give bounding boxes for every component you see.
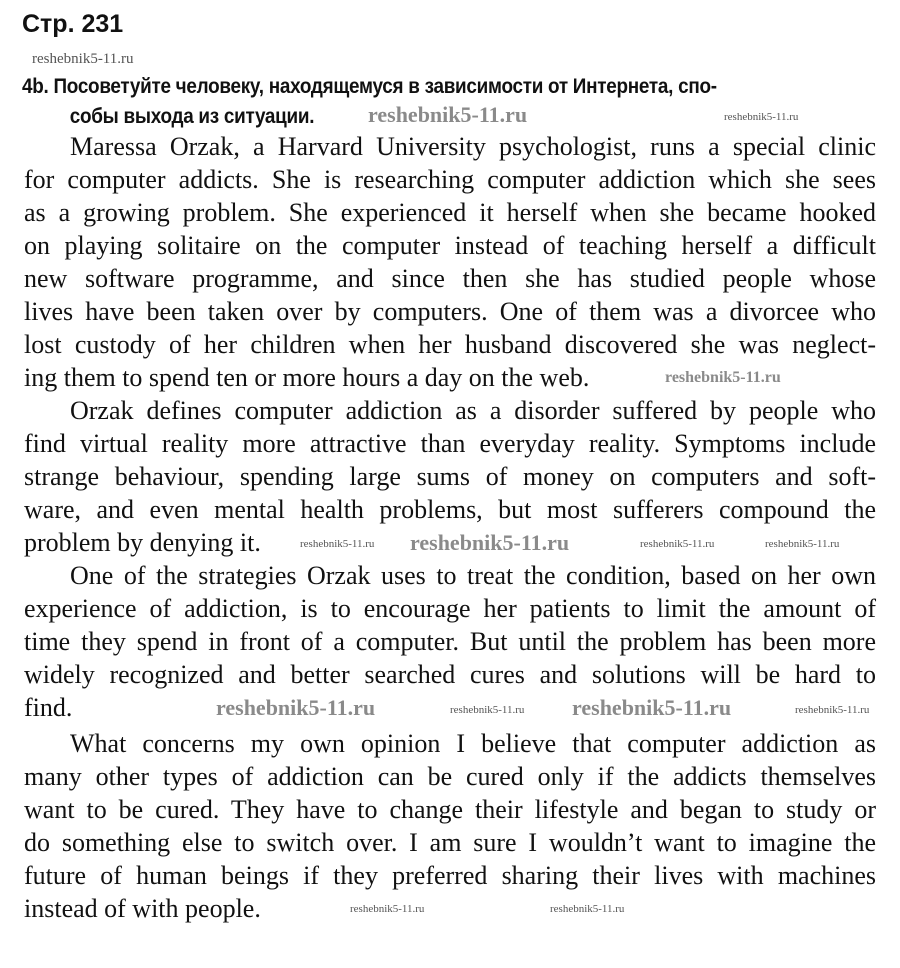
- text-line: One of the strategies Orzak uses to treat the condition, based on her own: [70, 561, 876, 590]
- text-line: on playing solitaire on the computer instead of teaching herself a difficult: [24, 231, 876, 260]
- text-line: Orzak defines computer addiction as a disorder suffered by people who: [70, 396, 876, 425]
- paragraph: [24, 559, 876, 724]
- text-line: strange behaviour, spending large sums of money on computers and soft-: [24, 462, 876, 491]
- text-line: problem by denying it.: [24, 528, 261, 557]
- watermark: reshebnik5-11.ru: [300, 538, 375, 550]
- watermark: reshebnik5-11.ru: [216, 695, 376, 720]
- watermark: reshebnik5-11.ru: [550, 903, 625, 915]
- watermark: reshebnik5-11.ru: [795, 704, 870, 716]
- watermark: reshebnik5-11.ru: [32, 51, 134, 67]
- watermark: reshebnik5-11.ru: [572, 695, 732, 720]
- text-line: as a growing problem. She experienced it herself when she became hooked: [24, 198, 876, 227]
- text-line: time they spend in front of a computer. But until the problem has been more: [24, 627, 876, 656]
- text-line: experience of addiction, is to encourage her patients to limit the amount of: [24, 594, 876, 623]
- watermark: reshebnik5-11.ru: [350, 903, 425, 915]
- page-number: Стр. 231: [22, 10, 124, 38]
- text-line: want to be cured. They have to change their lifestyle and began to study or: [24, 795, 876, 824]
- text-line: lost custody of her children when her husband discovered she was neglect-: [24, 330, 876, 359]
- text-line: Maressa Orzak, a Harvard University psychologist, runs a special clinic: [70, 132, 876, 161]
- text-line: lives have been taken over by computers. One of them was a divorcee who: [24, 297, 876, 326]
- text-line: find.: [24, 693, 73, 722]
- text-line: instead of with people.: [24, 894, 261, 923]
- text-line: find virtual reality more attractive than everyday reality. Symptoms include: [24, 429, 876, 458]
- answer-text: [24, 130, 876, 925]
- watermark: reshebnik5-11.ru: [665, 369, 781, 386]
- text-line: many other types of addiction can be cured only if the addicts themselves: [24, 762, 876, 791]
- text-line: for computer addicts. She is researching computer addiction which she sees: [24, 165, 876, 194]
- watermark: reshebnik5-11.ru: [640, 538, 715, 550]
- task-heading-line-2: собы выхода из ситуации.: [69, 105, 315, 128]
- watermark: reshebnik5-11.ru: [410, 530, 570, 555]
- paragraph: [24, 130, 876, 394]
- task-heading-line-1: 4b. Посоветуйте человеку, находящемуся в зависимости от Интернета, спо-: [22, 75, 717, 98]
- watermark: reshebnik5-11.ru: [765, 538, 840, 550]
- watermark: reshebnik5-11.ru: [724, 111, 799, 123]
- text-line: What concerns my own opinion I believe that computer addiction as: [70, 729, 876, 758]
- paragraph: [24, 727, 876, 925]
- text-line: new software programme, and since then she has studied people whose: [24, 264, 876, 293]
- text-line: do something else to switch over. I am sure I wouldn’t want to imagine the: [24, 828, 876, 857]
- text-line: ware, and even mental health problems, but most sufferers compound the: [24, 495, 876, 524]
- text-line: ing them to spend ten or more hours a day on the web.: [24, 363, 590, 392]
- text-line: future of human beings if they preferred sharing their lives with machines: [24, 861, 876, 890]
- text-line: widely recognized and better searched cures and solutions will be hard to: [24, 660, 876, 689]
- watermark: reshebnik5-11.ru: [368, 102, 528, 127]
- watermark: reshebnik5-11.ru: [450, 704, 525, 716]
